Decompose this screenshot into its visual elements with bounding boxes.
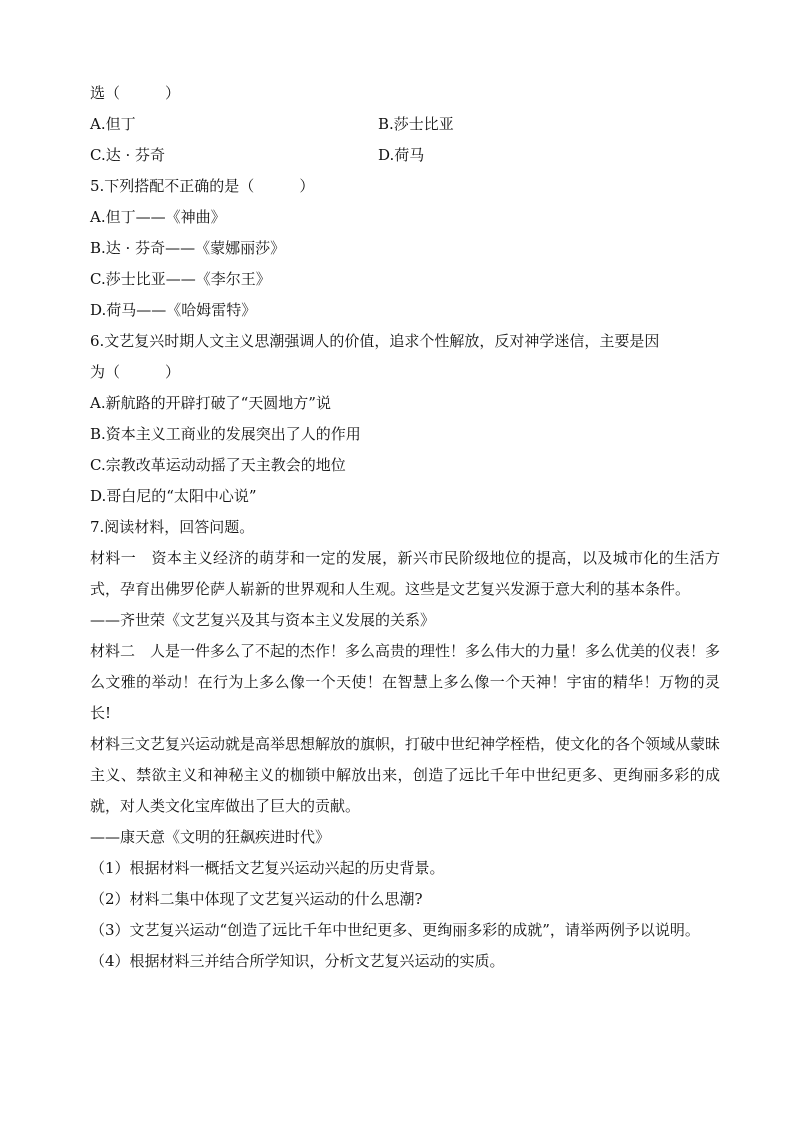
sub-question-3: （3）文艺复兴运动“创造了远比千年中世纪更多、更绚丽多彩的成就”，请举两例予以说明。	[90, 921, 700, 939]
material-1-source: ——齐世荣《文艺复兴及其与资本主义发展的关系》	[90, 611, 436, 629]
material-3: 材料三文艺复兴运动就是高举思想解放的旗帜，打破中世纪神学桎梏，使文化的各个领域从蒙昧主义、禁欲主义和神秘主义的枷锁中解放出来，创造了远比千年中世纪更多、更绚丽多彩的成就，对人类文化宝库做出了巨大的贡献。	[90, 735, 721, 815]
material-3-source: ——康天意《文明的狂飙疾进时代》	[90, 828, 331, 846]
question-4-options-row-1	[90, 109, 720, 140]
question-5-option-d: D.荷马——《哈姆雷特》	[90, 301, 257, 319]
material-2: 材料二 人是一件多么了不起的杰作！多么高贵的理性！多么伟大的力量！多么优美的仪表！多么文雅的举动！在行为上多么像一个天使！在智慧上多么像一个天神！宇宙的精华！万物的灵长!	[90, 642, 721, 722]
question-4-tail: 选（ ）	[90, 84, 181, 102]
option-a: A.但丁	[90, 115, 136, 133]
question-5-option-b: B.达 · 芬奇——《蒙娜丽莎》	[90, 239, 286, 257]
question-7-stem: 7.阅读材料，回答问题。	[90, 518, 255, 536]
question-5-option-a: A.但丁——《神曲》	[90, 208, 226, 226]
question-6-option-c: C.宗教改革运动动摇了天主教会的地位	[90, 456, 346, 474]
question-6-stem-line-2: 为（ ）	[90, 363, 181, 381]
question-5-stem: 5.下列搭配不正确的是（ ）	[90, 177, 315, 195]
question-6-stem-line-1: 6.文艺复兴时期人文主义思潮强调人的价值，追求个性解放，反对神学迷信，主要是因	[90, 332, 660, 350]
question-6-option-d: D.哥白尼的“太阳中心说”	[90, 487, 257, 505]
question-6-option-b: B.资本主义工商业的发展突出了人的作用	[90, 425, 361, 443]
sub-question-4: （4）根据材料三并结合所学知识，分析文艺复兴运动的实质。	[90, 952, 505, 970]
question-6-option-a: A.新航路的开辟打破了“天圆地方”说	[90, 394, 331, 412]
option-c: C.达 · 芬奇	[90, 146, 166, 164]
question-4-options-row-2	[90, 140, 720, 171]
option-b: B.莎士比亚	[378, 115, 454, 133]
sub-question-2: （2）材料二集中体现了文艺复兴运动的什么思潮?	[90, 890, 423, 908]
document-page	[90, 78, 720, 977]
sub-question-1: （1）根据材料一概括文艺复兴运动兴起的历史背景。	[90, 859, 445, 877]
option-d: D.荷马	[378, 146, 425, 164]
material-1: 材料一 资本主义经济的萌芽和一定的发展，新兴市民阶级地位的提高，以及城市化的生活方式，孕育出佛罗伦萨人崭新的世界观和人生观。这些是文艺复兴发源于意大利的基本条件。	[90, 549, 720, 598]
question-5-option-c: C.莎士比亚——《李尔王》	[90, 270, 271, 288]
